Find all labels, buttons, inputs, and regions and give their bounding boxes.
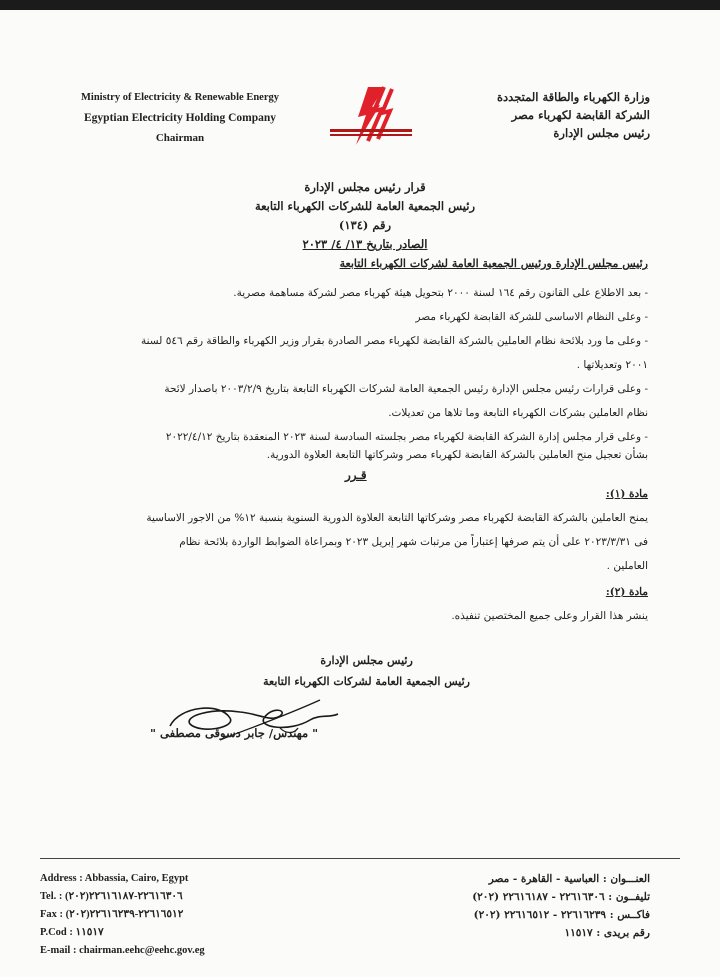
articles [92,488,648,638]
preamble-line: - وعلى ما ورد بلائحة نظام العاملين بالشركة القابضة لكهرباء مصر الصادرة بقرار وزير الكهرباء والطاقة رقم ٥٤٦ لسنة [141,335,648,347]
decision-date: الصادر بتاريخ ١٣/ ٤/ ٢٠٢٣ [302,237,428,251]
article-1-line: يمنح العاملين بالشركة القابضة لكهرباء مصر وشركاتها التابعة العلاوة الدورية السنوية بنسبة ١٢% من الاجور الاساسية [146,512,648,524]
signatory-subtitle: رئيس الجمعية العامة لشركات الكهرباء التابعة [263,675,470,688]
decides-heading: قـرر [345,468,367,482]
ministry-name-ar: وزارة الكهرباء والطاقة المتجددة [497,90,650,104]
fax-ar: فاكــس : ٢٢٦١٦٢٣٩ - ٢٢٦١٦٥١٢ (٢٠٢) [473,909,650,921]
preamble [92,257,648,467]
footer-arabic [472,870,650,942]
article-2-title: مادة (٢): [605,586,648,598]
fax-label: Fax [40,909,57,920]
article-1-line: العاملين . [606,560,648,572]
decision-subtitle: رئيس الجمعية العامة للشركات الكهرباء التابعة [254,199,476,213]
preamble-line: - وعلى النظام الاساسى للشركة القابضة لكهرباء مصر [415,311,648,323]
preamble-line: - وعلى قرارات رئيس مجلس الإدارة رئيس الجمعية العامة لشركات الكهرباء التابعة بتاريخ ٢٠٠٣/٢/٩ باصدار لائحة [164,383,648,395]
tel-label: Tel. [40,891,57,902]
email-label: E-mail [40,945,71,956]
preamble-line: ٢٠٠١ وتعديلاتها . [576,359,648,371]
company-name-ar: الشركة القابضة لكهرباء مصر [511,108,650,122]
preamble-line: - وعلى قرار مجلس إدارة الشركة القابضة لكهرباء مصر بجلسته السادسة لسنة ٢٠٢٣ المنعقدة بتاريخ ٢٠٢٢/٤/١٢ [165,431,648,443]
role-ar: رئيس مجلس الإدارة [553,126,650,140]
document-page [0,10,720,977]
letterhead-english [60,88,300,148]
address-value: : Abbassia, Cairo, Egypt [79,873,189,884]
tel-value: : (٢٠٢)٢٢٦١٦٣٠٦-٢٢٦١٦١٨٧ [58,891,183,902]
email-value[interactable]: : chairman.eehc@eehc.gov.eg [72,945,205,956]
article-1-title: مادة (١): [605,488,648,500]
article-2-line: ينشر هذا القرار وعلى جميع المختصين تنفيذه. [451,610,648,622]
footer-divider [40,858,680,859]
address-ar: العنـــوان : العباسية - القاهرة - مصر [488,873,650,885]
footer-english [40,870,205,960]
fax-value: : (٢٠٢)٢٢٦١٦٥١٢-٢٢٦١٦٢٣٩ [59,909,184,920]
preamble-heading: رئيس مجلس الإدارة ورئيس الجمعية العامة لشركات الكهرباء التابعة [339,257,648,270]
preamble-line: نظام العاملين بشركات الكهرباء التابعة وما تلاها من تعديلات. [388,407,648,419]
preamble-line: - بعد الاطلاع على القانون رقم ١٦٤ لسنة ٢٠٠٠ بتحويل هيئة كهرباء مصر لشركة مساهمة مصرية. [233,287,648,299]
role-en: Chairman [155,132,205,144]
letterhead-arabic [400,88,650,142]
ministry-name-en: Ministry of Electricity & Renewable Energy [81,92,279,103]
preamble-line: بشأن تعجيل منح العاملين بالشركة القابضة لكهرباء مصر وشركاتها التابعة العلاوة الدورية. [266,449,648,461]
decision-title: قرار رئيس مجلس الإدارة [304,180,426,194]
pcod-label: P.Cod [40,927,67,938]
pcod-value: : ١١٥١٧ [69,927,104,938]
signatory-title: رئيس مجلس الإدارة [320,654,413,667]
signature-block [263,650,470,692]
decision-heading [215,178,515,254]
company-name-en: Egyptian Electricity Holding Company [84,112,276,124]
decision-number: رقم (١٣٤) [338,218,392,232]
address-label: Address [40,873,77,884]
postal-ar: رقم بريدى : ١١٥١٧ [564,927,650,939]
tel-ar: تليفــون : ٢٢٦١٦٣٠٦ - ٢٢٦١٦١٨٧ (٢٠٢) [472,891,650,903]
article-1-line: فى ٢٠٢٣/٣/٣١ على أن يتم صرفها إعتباراً من مرتبات شهر إبريل ٢٠٢٣ وبمراعاة الضوابط الواردة بلائحة نظام [179,536,648,548]
signatory-name: " مهندس/ جابر دسوقى مصطفى " [150,726,319,740]
